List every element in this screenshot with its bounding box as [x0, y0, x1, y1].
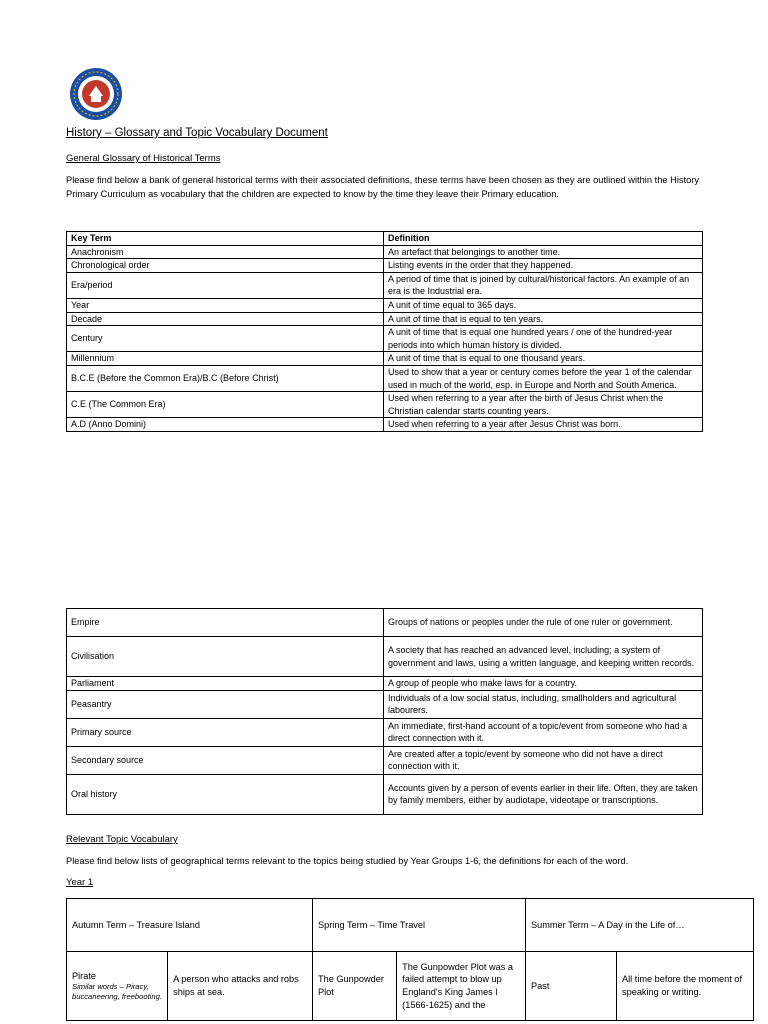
table-row: [67, 245, 703, 259]
definition-cell: A society that has reached an advanced level, including; a system of government and laws, using a written language, and keeping written records.: [384, 637, 703, 677]
term-header-row: [67, 899, 754, 952]
topic-intro: Please find below lists of geographical terms relevant to the topics being studied by Year Groups 1-6, the definitions for each of the word.: [66, 856, 629, 866]
definition-cell: Groups of nations or peoples under the rule of one ruler or government.: [384, 609, 703, 637]
vocab-definition-cell: A person who attacks and robs ships at sea.: [168, 952, 313, 1021]
key-term-cell: Decade: [67, 312, 384, 326]
vocab-word-cell: Past: [526, 952, 617, 1021]
school-crest-icon: [69, 67, 123, 121]
key-term-cell: Peasantry: [67, 690, 384, 718]
definition-cell: Used when referring to a year after Jesus Christ was born.: [384, 418, 703, 432]
definition-cell: A unit of time equal to 365 days.: [384, 298, 703, 312]
table-header-row: [67, 232, 703, 246]
glossary-table: [66, 231, 703, 432]
key-term-cell: Era/period: [67, 272, 384, 298]
vocab-word-cell: The Gunpowder Plot: [313, 952, 397, 1021]
column-header: Key Term: [67, 232, 384, 246]
definition-cell: Are created after a topic/event by someone who did not have a direct connection with it.: [384, 746, 703, 774]
definition-cell: A group of people who make laws for a country.: [384, 677, 703, 691]
definition-cell: A unit of time that is equal to ten years.: [384, 312, 703, 326]
glossary-intro: Please find below a bank of general historical terms with their associated definitions, these terms have been chosen as they are outlined within the History Primary Curriculum as vocabulary that the children are expected to know by the time they leave their Primary education.: [66, 175, 700, 199]
table-row: [67, 677, 703, 691]
key-term-cell: Year: [67, 298, 384, 312]
table-row: [67, 637, 703, 677]
table-row: [67, 746, 703, 774]
table-row: [67, 272, 703, 298]
key-term-cell: Anachronism: [67, 245, 384, 259]
table-row: [67, 259, 703, 273]
year1-vocabulary-table: [66, 898, 754, 1021]
key-term-cell: C.E (The Common Era): [67, 392, 384, 418]
key-term-cell: Civilisation: [67, 637, 384, 677]
table-row: [67, 609, 703, 637]
key-term-cell: Chronological order: [67, 259, 384, 273]
vocab-definition-cell: The Gunpowder Plot was a failed attempt to blow up England's King James I (1566-1625) and the: [397, 952, 526, 1021]
year-heading: Year 1: [66, 877, 94, 888]
spring-term-header: Spring Term – Time Travel: [313, 899, 526, 952]
table-row: [67, 392, 703, 418]
vocab-word: Pirate: [72, 970, 97, 981]
table-row: [67, 298, 703, 312]
table-row: [67, 774, 703, 814]
key-term-cell: Millennium: [67, 352, 384, 366]
page-title: History – Glossary and Topic Vocabulary Document: [66, 127, 328, 139]
column-header: Definition: [384, 232, 703, 246]
table-row: [67, 352, 703, 366]
key-term-cell: Primary source: [67, 718, 384, 746]
table-row: [67, 365, 703, 391]
table-row: [67, 418, 703, 432]
key-term-cell: Oral history: [67, 774, 384, 814]
definition-cell: A period of time that is joined by cultural/historical factors. An example of an era is the Industrial era.: [384, 272, 703, 298]
key-term-cell: Secondary source: [67, 746, 384, 774]
definition-cell: Listing events in the order that they happened.: [384, 259, 703, 273]
definition-cell: Accounts given by a person of events earlier in their life. Often, they are taken by family members, either by audiotape, videotape or transcriptions.: [384, 774, 703, 814]
glossary-heading: General Glossary of Historical Terms: [66, 153, 221, 164]
definition-cell: An immediate, first-hand account of a topic/event from someone who had a direct connection with it.: [384, 718, 703, 746]
vocab-definition-cell: All time before the moment of speaking or writing.: [617, 952, 754, 1021]
topic-heading: Relevant Topic Vocabulary: [66, 834, 178, 845]
key-term-cell: A.D (Anno Domini): [67, 418, 384, 432]
summer-term-header: Summer Term – A Day in the Life of…: [526, 899, 754, 952]
table-row: [67, 718, 703, 746]
table-row: [67, 690, 703, 718]
definition-cell: Used to show that a year or century comes before the year 1 of the calendar used in much of the world, esp. in Europe and North and South America.: [384, 365, 703, 391]
key-term-cell: B.C.E (Before the Common Era)/B.C (Before Christ): [67, 365, 384, 391]
table-row: [67, 326, 703, 352]
table-row: [67, 312, 703, 326]
definition-cell: An artefact that belongings to another time.: [384, 245, 703, 259]
glossary-table-continued: [66, 608, 703, 815]
definition-cell: Individuals of a low social status, including, smallholders and agricultural labourers.: [384, 690, 703, 718]
table-row: [67, 952, 754, 1021]
definition-cell: A unit of time that is equal one hundred years / one of the hundred-year periods into which human history is divided.: [384, 326, 703, 352]
key-term-cell: Century: [67, 326, 384, 352]
key-term-cell: Empire: [67, 609, 384, 637]
autumn-term-header: Autumn Term – Treasure Island: [67, 899, 313, 952]
definition-cell: Used when referring to a year after the birth of Jesus Christ when the Christian calendar starts counting years.: [384, 392, 703, 418]
key-term-cell: Parliament: [67, 677, 384, 691]
definition-cell: A unit of time that is equal to one thousand years.: [384, 352, 703, 366]
similar-words: Similar words – Piracy, buccaneering, freebooting.: [72, 982, 162, 1002]
vocab-word-cell: [67, 952, 168, 1021]
